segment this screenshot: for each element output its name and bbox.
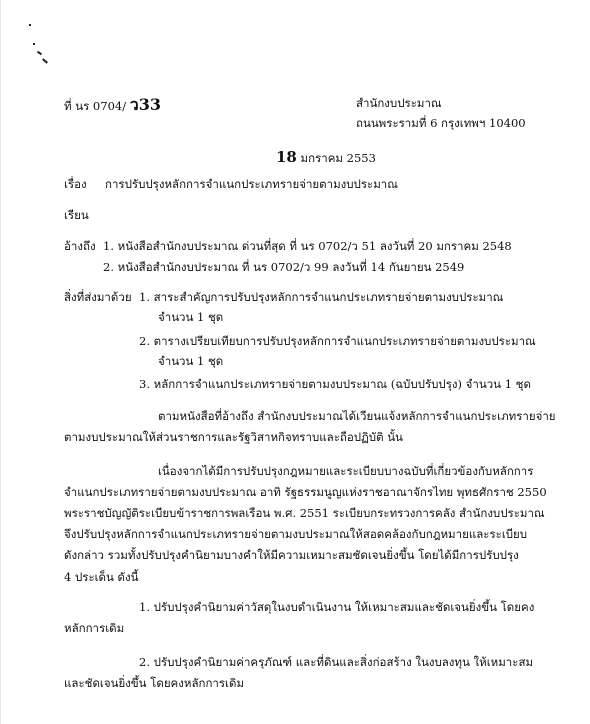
reference-number-line <box>64 95 161 114</box>
point-item-continuation: หลักการเดิม <box>64 621 125 635</box>
point-item: 2. ปรับปรุงคำนิยามค่าครุภัณฑ์ และที่ดินและสิ่งก่อสร้าง ในงบลงทุน ให้เหมาะสม <box>139 655 534 669</box>
office-address: ถนนพระรามที่ 6 กรุงเทพฯ 10400 <box>356 116 526 130</box>
subject-text: การปรับปรุงหลักการจำแนกประเภทรายจ่ายตามงบประมาณ <box>105 177 398 191</box>
enclosure-item-count: จำนวน 1 ชุด <box>158 310 224 324</box>
reference-number: ว33 <box>129 95 161 114</box>
enclosure-item: 2. ตารางเปรียบเทียบการปรับปรุงหลักการจำแนกประเภทรายจ่ายตามงบประมาณ <box>139 334 536 348</box>
references-label: อ้างถึง <box>64 239 96 253</box>
reference-item: 1. หนังสือสำนักงบประมาณ ด่วนที่สุด ที่ นร 0702/ว 51 ลงวันที่ 20 มกราคม 2548 <box>103 239 512 253</box>
subject-label: เรื่อง <box>64 177 87 191</box>
point-item-continuation: และชัดเจนยิ่งขึ้น โดยคงหลักการเดิม <box>64 676 245 690</box>
paragraph-line: จึงปรับปรุงหลักการจำแนกประเภทรายจ่ายตามงบประมาณให้สอดคล้องกับกฎหมายและระเบียบ <box>64 527 528 541</box>
date-day: 18 <box>276 148 297 166</box>
paragraph-line: จำแนกประเภทรายจ่ายตามงบประมาณ อาทิ รัฐธรรมนูญแห่งราชอาณาจักรไทย พุทธศักราช 2550 <box>64 485 547 499</box>
scan-speck <box>29 24 31 26</box>
office-name: สำนักงบประมาณ <box>356 96 442 110</box>
date-month-year: มกราคม 2553 <box>300 151 376 165</box>
enclosure-item: 3. หลักการจำแนกประเภทรายจ่ายตามงบประมาณ (ฉบับปรับปรุง) จำนวน 1 ชุด <box>139 377 531 391</box>
paragraph-line: เนื่องจากได้มีการปรับปรุงกฎหมายและระเบียบบางฉบับที่เกี่ยวข้องกับหลักการ <box>158 464 534 478</box>
scan-mark <box>37 51 42 56</box>
enclosures-label: สิ่งที่ส่งมาด้วย <box>64 290 132 304</box>
salutation-label: เรียน <box>64 208 89 222</box>
paragraph-line: 4 ประเด็น ดังนี้ <box>64 570 139 584</box>
paragraph-line: ตามหนังสือที่อ้างถึง สำนักงบประมาณได้เวียนแจ้งหลักการจำแนกประเภทรายจ่าย <box>158 409 556 423</box>
reference-item: 2. หนังสือสำนักงบประมาณ ที่ นร 0702/ว 99 ลงวันที่ 14 กันยายน 2549 <box>103 260 465 274</box>
scan-speck <box>33 43 35 45</box>
reference-prefix: ที่ นร 0704/ <box>64 99 127 113</box>
enclosure-item: 1. สาระสำคัญการปรับปรุงหลักการจำแนกประเภทรายจ่ายตามงบประมาณ <box>139 290 504 304</box>
paragraph-line: พระราชบัญญัติระเบียบข้าราชการพลเรือน พ.ศ. 2551 ระเบียบกระทรวงการคลัง สำนักงบประมาณ <box>64 506 545 520</box>
document-date <box>276 148 376 166</box>
point-item: 1. ปรับปรุงคำนิยามค่าวัสดุในงบดำเนินงาน ให้เหมาะสมและชัดเจนยิ่งขึ้น โดยคง <box>139 600 535 614</box>
scan-mark <box>42 58 48 63</box>
scan-edge <box>0 0 1 724</box>
paragraph-line: ดังกล่าว รวมทั้งปรับปรุงคำนิยามบางคำให้มีความเหมาะสมชัดเจนยิ่งขึ้น โดยได้มีการปรับปรุง <box>64 548 519 562</box>
enclosure-item-count: จำนวน 1 ชุด <box>158 354 224 368</box>
paragraph-line: ตามงบประมาณให้ส่วนราชการและรัฐวิสาหกิจทราบและถือปฏิบัติ นั้น <box>64 430 403 444</box>
